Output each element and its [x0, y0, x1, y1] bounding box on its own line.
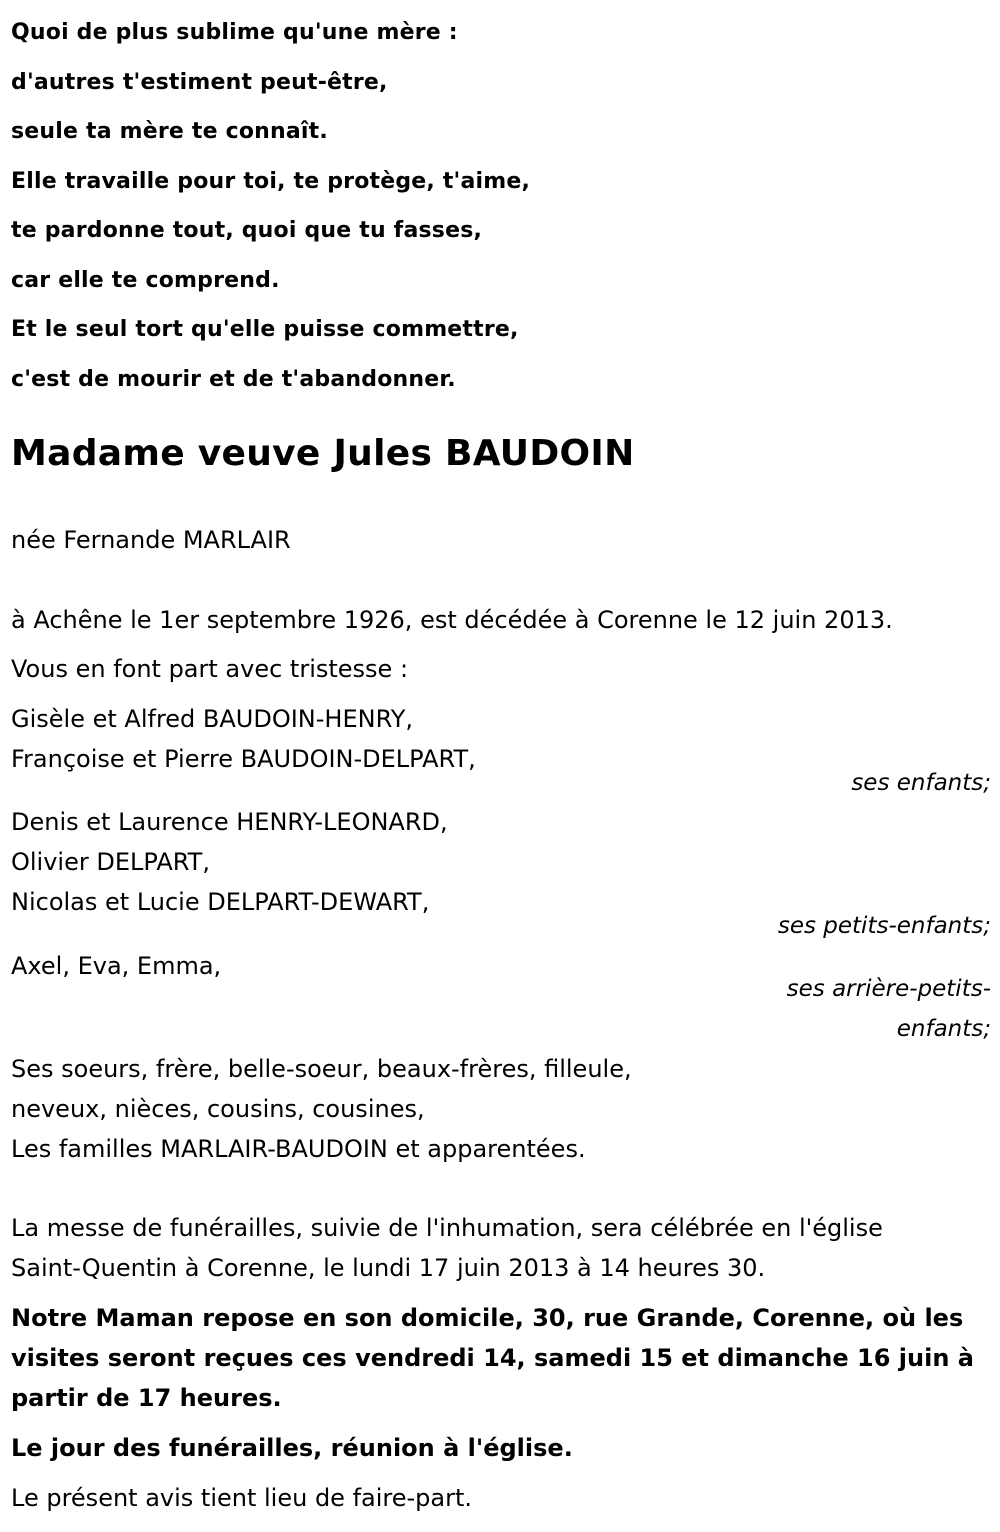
mass-line: La messe de funérailles, suivie de l'inhumation, sera célébrée en l'église: [11, 1214, 883, 1242]
birth-death-dates: à Achêne le 1er septembre 1926, est décédée à Corenne le 12 juin 2013.: [11, 606, 893, 634]
deceased-name: Madame veuve Jules BAUDOIN: [11, 433, 635, 474]
poem-line: d'autres t'estiment peut-être,: [11, 69, 388, 95]
role-line: ses arrière-petits-: [786, 976, 991, 1002]
poem-line: Elle travaille pour toi, te protège, t'aime,: [11, 168, 531, 194]
poem-line: Et le seul tort qu'elle puisse commettre,: [11, 317, 519, 342]
poem-line: c'est de mourir et de t'abandonner.: [11, 366, 456, 392]
visitation-info: Notre Maman repose en son domicile, 30, rue Grande, Corenne, où les visites seront reçues ces vendredi 14, samedi 15 et dimanche 16 juin à partir de 17 heures.: [11, 1304, 974, 1412]
poem-line: Quoi de plus sublime qu'une mère :: [11, 20, 458, 45]
children-list: [11, 699, 476, 779]
children-role: ses enfants;: [851, 770, 991, 796]
closing-note: Le présent avis tient lieu de faire-part.: [11, 1484, 473, 1512]
list-item: Nicolas et Lucie DELPART-DEWART,: [11, 888, 430, 916]
poem-line: car elle te comprend.: [11, 267, 280, 293]
great-grandchildren-role: [787, 969, 991, 1049]
list-item: Denis et Laurence HENRY-LEONARD,: [11, 808, 448, 836]
role-line: enfants;: [896, 1016, 991, 1042]
list-item: Gisèle et Alfred BAUDOIN-HENRY,: [11, 705, 414, 733]
list-item: Ses soeurs, frère, belle-soeur, beaux-frères, filleule,: [11, 1055, 632, 1083]
list-item: Françoise et Pierre BAUDOIN-DELPART,: [11, 745, 476, 773]
list-item: Olivier DELPART,: [11, 848, 210, 876]
list-item: Axel, Eva, Emma,: [11, 952, 222, 980]
poem: [11, 8, 530, 404]
funeral-mass: [11, 1208, 883, 1288]
poem-line: te pardonne tout, quoi que tu fasses,: [11, 218, 483, 243]
other-relatives: [11, 1049, 632, 1169]
announcement-intro: Vous en font part avec tristesse :: [11, 655, 409, 683]
grandchildren-list: [11, 802, 448, 922]
poem-line: seule ta mère te connaît.: [11, 119, 328, 144]
mass-line: Saint-Quentin à Corenne, le lundi 17 juin 2013 à 14 heures 30.: [11, 1254, 766, 1282]
grandchildren-role: ses petits-enfants;: [777, 913, 991, 939]
gathering-info: Le jour des funérailles, réunion à l'église.: [11, 1434, 573, 1462]
great-grandchildren-list: [11, 946, 221, 986]
list-item: Les familles MARLAIR-BAUDOIN et apparentées.: [11, 1135, 586, 1163]
list-item: neveux, nièces, cousins, cousines,: [11, 1095, 425, 1123]
maiden-name: née Fernande MARLAIR: [11, 526, 291, 554]
